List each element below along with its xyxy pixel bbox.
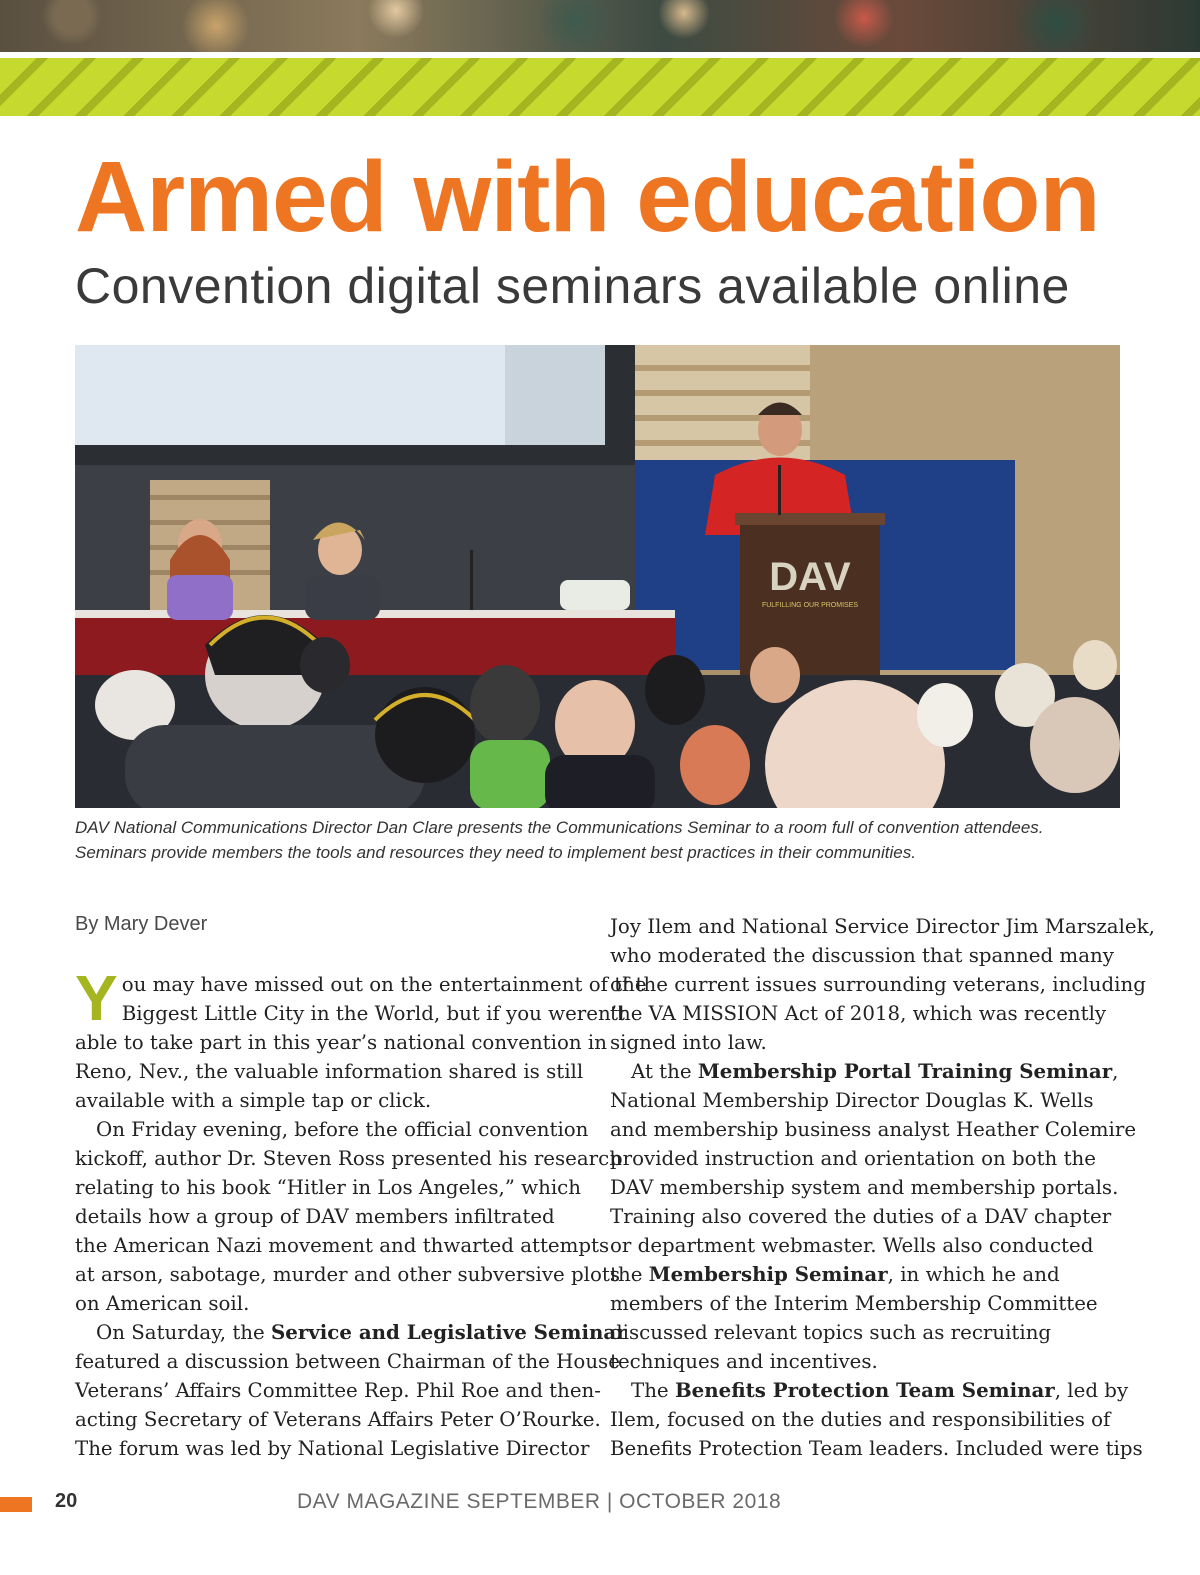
text-line: National Membership Director Douglas K. Wells: [610, 1089, 1094, 1112]
text-line: on American soil.: [75, 1292, 250, 1315]
text-line: kickoff, author Dr. Steven Ross presented his research: [75, 1147, 622, 1170]
text-line: available with a simple tap or click.: [75, 1089, 432, 1112]
text-line: [75, 1318, 627, 1347]
article-column-left: [75, 962, 647, 1463]
photo-caption: [75, 815, 1135, 865]
seminar-name: Membership Seminar: [648, 1262, 888, 1286]
text-line: who moderated the discussion that spanned many: [610, 944, 1114, 967]
seminar-name: Membership Portal Training Seminar: [697, 1059, 1113, 1083]
footer-accent-bar: [0, 1497, 32, 1512]
text-line: [610, 1376, 1129, 1405]
footer-magazine-title: DAV MAGAZINE SEPTEMBER | OCTOBER 2018: [297, 1490, 782, 1513]
text-line: The forum was led by National Legislative Director: [75, 1437, 590, 1460]
text-line: Veterans’ Affairs Committee Rep. Phil Roe and then-: [75, 1379, 601, 1402]
byline: By Mary Dever: [75, 913, 208, 935]
text-line: the VA MISSION Act of 2018, which was recently: [610, 1002, 1107, 1025]
text-line: provided instruction and orientation on both the: [610, 1147, 1096, 1170]
text-run: , in which he and: [887, 1263, 1060, 1286]
text-line: techniques and incentives.: [610, 1350, 878, 1373]
page-number: 20: [55, 1490, 78, 1512]
article-column-right: [610, 912, 1155, 1463]
drop-cap: Y: [75, 962, 118, 1034]
text-run: At the: [631, 1060, 698, 1083]
podium-logo: DAV: [769, 555, 851, 599]
text-line: Joy Ilem and National Service Director Jim Marszalek,: [610, 915, 1155, 938]
seminar-name: Benefits Protection Team Seminar: [674, 1378, 1055, 1402]
text-line: relating to his book “Hitler in Los Angeles,” which: [75, 1176, 581, 1199]
text-line: Biggest Little City in the World, but if you weren’t: [121, 1002, 625, 1025]
podium-tagline: FULFILLING OUR PROMISES: [761, 602, 859, 609]
text-line: details how a group of DAV members infiltrated: [75, 1205, 555, 1228]
text-run: The: [631, 1379, 675, 1402]
text-line: members of the Interim Membership Committee: [610, 1292, 1098, 1315]
paragraph: [610, 1057, 1137, 1376]
seminar-photo: [75, 345, 1120, 808]
caption-line: DAV National Communications Director Dan Clare presents the Communications Seminar to a room full of convention attendees.: [75, 818, 1044, 837]
text-line: Reno, Nev., the valuable information shared is still: [75, 1060, 584, 1083]
text-line: [610, 1057, 1120, 1086]
paragraph: [75, 1318, 627, 1463]
caption-line: Seminars provide members the tools and resources they need to implement best practices in their communities.: [75, 843, 916, 862]
subheadline: Convention digital seminars available online: [75, 258, 1070, 314]
head-table: [75, 615, 675, 685]
paragraph: [75, 962, 647, 1115]
text-line: On Friday evening, before the official convention: [96, 1118, 589, 1141]
text-line: and membership business analyst Heather Colemire: [610, 1118, 1137, 1141]
striped-header-band: [0, 58, 1200, 116]
text-line: DAV membership system and membership portals.: [610, 1176, 1119, 1199]
text-line: signed into law.: [610, 1031, 767, 1054]
text-line: at arson, sabotage, murder and other subversive plots: [75, 1263, 620, 1286]
text-line: [610, 1260, 1120, 1289]
text-line: Ilem, focused on the duties and responsibilities of: [610, 1408, 1111, 1431]
text-line: featured a discussion between Chairman of the House: [75, 1350, 620, 1373]
text-line: able to take part in this year’s national convention in: [75, 1031, 607, 1054]
headline: Armed with education: [75, 141, 1100, 253]
text-line: acting Secretary of Veterans Affairs Peter O’Rourke.: [75, 1408, 601, 1431]
text-run: , led by: [1054, 1379, 1129, 1402]
paragraph: [610, 912, 1155, 1057]
paragraph: [610, 1376, 1143, 1463]
paragraph: [75, 1115, 622, 1318]
seminar-name: Service and Legislative Seminar: [271, 1320, 627, 1344]
text-run: ,: [1112, 1060, 1119, 1083]
text-line: the American Nazi movement and thwarted attempts: [75, 1234, 610, 1257]
text-run: the: [610, 1263, 649, 1286]
text-line: discussed relevant topics such as recruiting: [610, 1321, 1052, 1344]
text-line: or department webmaster. Wells also conducted: [610, 1234, 1094, 1257]
top-banner-image: [0, 0, 1200, 52]
text-line: Training also covered the duties of a DAV chapter: [610, 1205, 1112, 1228]
text-run: On Saturday, the: [96, 1321, 271, 1344]
text-line: of the current issues surrounding veterans, including: [610, 973, 1146, 996]
text-line: Benefits Protection Team leaders. Included were tips: [610, 1437, 1143, 1460]
text-line: ou may have missed out on the entertainment of the: [121, 973, 647, 996]
